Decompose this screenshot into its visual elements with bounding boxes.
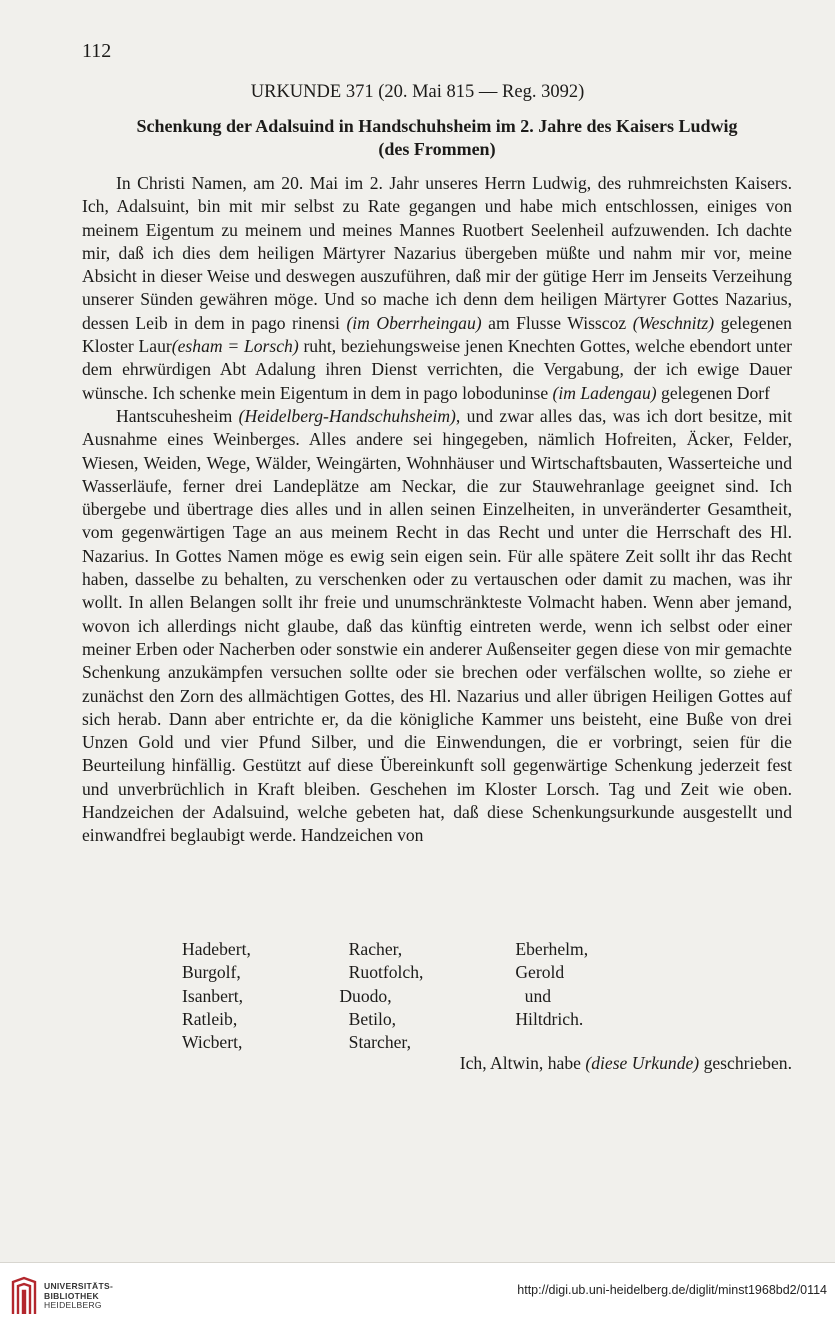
paragraph-2	[82, 405, 792, 848]
subtitle-line-1: Schenkung der Adalsuind in Handschuhsheim im 2. Jahre des Kaisers Ludwig	[136, 116, 738, 136]
signatory-name: und	[524, 985, 552, 1006]
text-run: gelegenen Dorf	[656, 382, 770, 403]
signature-row	[182, 961, 682, 984]
text-run: Hantscuhesheim	[116, 405, 239, 426]
signatory-name: Betilo,	[348, 1008, 397, 1029]
italic-gloss: (im Ladengau)	[552, 382, 657, 403]
signatory-name: Gerold	[515, 962, 565, 983]
text-run: Ich, Altwin, habe	[459, 1053, 586, 1073]
signatory-name: Eberhelm,	[515, 939, 589, 959]
subtitle-line-2: (des Frommen)	[378, 139, 496, 159]
document-body	[82, 172, 792, 848]
italic-gloss: (diese Urkunde)	[585, 1053, 700, 1073]
italic-gloss: (im Oberrheingau)	[346, 312, 482, 333]
library-footer	[0, 1262, 835, 1326]
signatory-name	[515, 1031, 682, 1054]
italic-gloss: (Heidelberg-Handschuhsheim)	[238, 405, 456, 426]
signature-row	[182, 1031, 682, 1054]
text-run: ruht, beziehungsweise jenen Knechten Gottes, welche ebendort unter dem ehrwürdigen Abt Adalung ihren Dienst verrichten, die Vergabung, der ich ewige Dauer wünsche. Ich schenke mein Eigentum in dem in pago loboduninse	[82, 336, 793, 403]
permalink-url[interactable]: http://digi.ub.uni-heidelberg.de/diglit/minst1968bd2/0114	[517, 1283, 827, 1297]
signatory-name: Racher,	[348, 939, 403, 959]
text-run: am Flusse Wisscoz	[481, 312, 633, 333]
signatory-name: Hiltdrich.	[515, 1008, 584, 1029]
italic-gloss: (Weschnitz)	[632, 312, 715, 333]
signature-row	[182, 985, 682, 1008]
signature-row	[182, 938, 682, 961]
library-logo-text	[44, 1282, 113, 1311]
signatory-name: Burgolf,	[182, 962, 241, 983]
scribe-line	[460, 1053, 792, 1074]
logo-line: UNIVERSITÄTS-	[44, 1281, 114, 1291]
document-subtitle	[82, 115, 792, 161]
logo-line: HEIDELBERG	[44, 1300, 102, 1310]
logo-line: BIBLIOTHEK	[44, 1290, 99, 1301]
signature-list	[182, 938, 682, 1054]
library-logo-icon	[10, 1276, 38, 1316]
signatory-name: Starcher,	[348, 1032, 411, 1053]
signatory-name: Ruotfolch,	[348, 962, 424, 983]
document-title: URKUNDE 371 (20. Mai 815 — Reg. 3092)	[250, 82, 585, 102]
page-number: 112	[82, 40, 112, 62]
signatory-name: Duodo,	[339, 985, 392, 1006]
italic-gloss: (esham = Lorsch)	[171, 336, 299, 357]
signatory-name: Isanbert,	[182, 985, 244, 1006]
signatory-name: Ratleib,	[182, 1008, 238, 1029]
paragraph-1	[82, 172, 792, 405]
signature-row	[182, 1008, 682, 1031]
text-run: , und zwar alles das, was ich dort besitze, mit Ausnahme eines Weinberges. Alles andere sei hingegeben, nämlich Hofreiten, Äcker, Felder, Wiesen, Weiden, Wege, Wälder, Weingärten, Wohnhäuser und Wirtschaftsbauten, Wasserteiche und Wasserläufe, ferner drei Landeplätze am Neckar, die zur Stauwehranlage geeignet sind. Ich übergebe und übertrage dies alles und in allen seinen Einzelheiten, in unveränderter Gesamtheit, vom gegenwärtigen Tage an aus meinem Recht in das Recht und unter die Herrschaft des Hl. Nazarius. In Gottes Namen möge es ewig sein eigen sein. Für alle spätere Zeit sollt ihr das Recht haben, dasselbe zu behalten, zu verschenken oder zu vertauschen oder damit zu machen, was ihr wollt. In allen Belangen sollt ihr freie und unumschränkteste Volmacht haben. Wenn aber jemand, wovon ich allerdings nicht glaube, daß das künftig eintreten werde, wenn ich selbst oder einer meiner Erben oder Nacherben oder sonstwie ein anderer Außenseiter gegen diese von mir gemachte Schenkung anzukämpfen versuchen sollte oder sie brechen oder verfälschen wollte, so ziehe er zunächst den Zorn des allmächtigen Gottes, des Hl. Nazarius und aller übrigen Heiligen Gottes auf sich herab. Dann aber entrichte er, da die königliche Kammer uns beisteht, eine Buße von drei Unzen Gold und vier Pfund Silber, und die Einwendungen, die er vorbringt, seien für die Beurteilung hinfällig. Gestützt auf diese Übereinkunft soll gegenwärtige Schenkung jederzeit fest und unverbrüchlich in Kraft bleiben. Geschehen im Kloster Lorsch. Tag und Zeit wie oben. Handzeichen der Adalsuind, welche gebeten hat, daß diese Schenkungsurkunde ausgestellt und einwandfrei beglaubigt werde. Handzeichen von	[82, 405, 792, 846]
text-run: In Christi Namen, am 20. Mai im 2. Jahr unseres Herrn Ludwig, des ruhmreichsten Kaisers. Ich, Adalsuint, bin mit mir selbst zu Rate gegangen und habe mich entschlossen, einiges von meinem Eigentum zu meinem und meines Mannes Ruotbert Seelenheil aufzuwenden. Ich dachte mir, daß ich dies dem heiligen Märtyrer Nazarius übergeben müßte und nahm mir vor, meine Absicht in dieser Weise und deswegen auszuführen, daß mir der gütige Herr im Jenseits Verzeihung unserer Sünden gewähren möge. Und so mache ich denn dem heiligen Märtyrer Gottes Nazarius, dessen Leib in dem in pago rinensi	[82, 173, 792, 333]
signatory-name: Wicbert,	[182, 1032, 243, 1053]
text-run: geschrieben.	[699, 1053, 792, 1073]
text-run: gelegenen Kloster Laur	[82, 312, 792, 357]
signatory-name: Hadebert,	[182, 939, 251, 959]
